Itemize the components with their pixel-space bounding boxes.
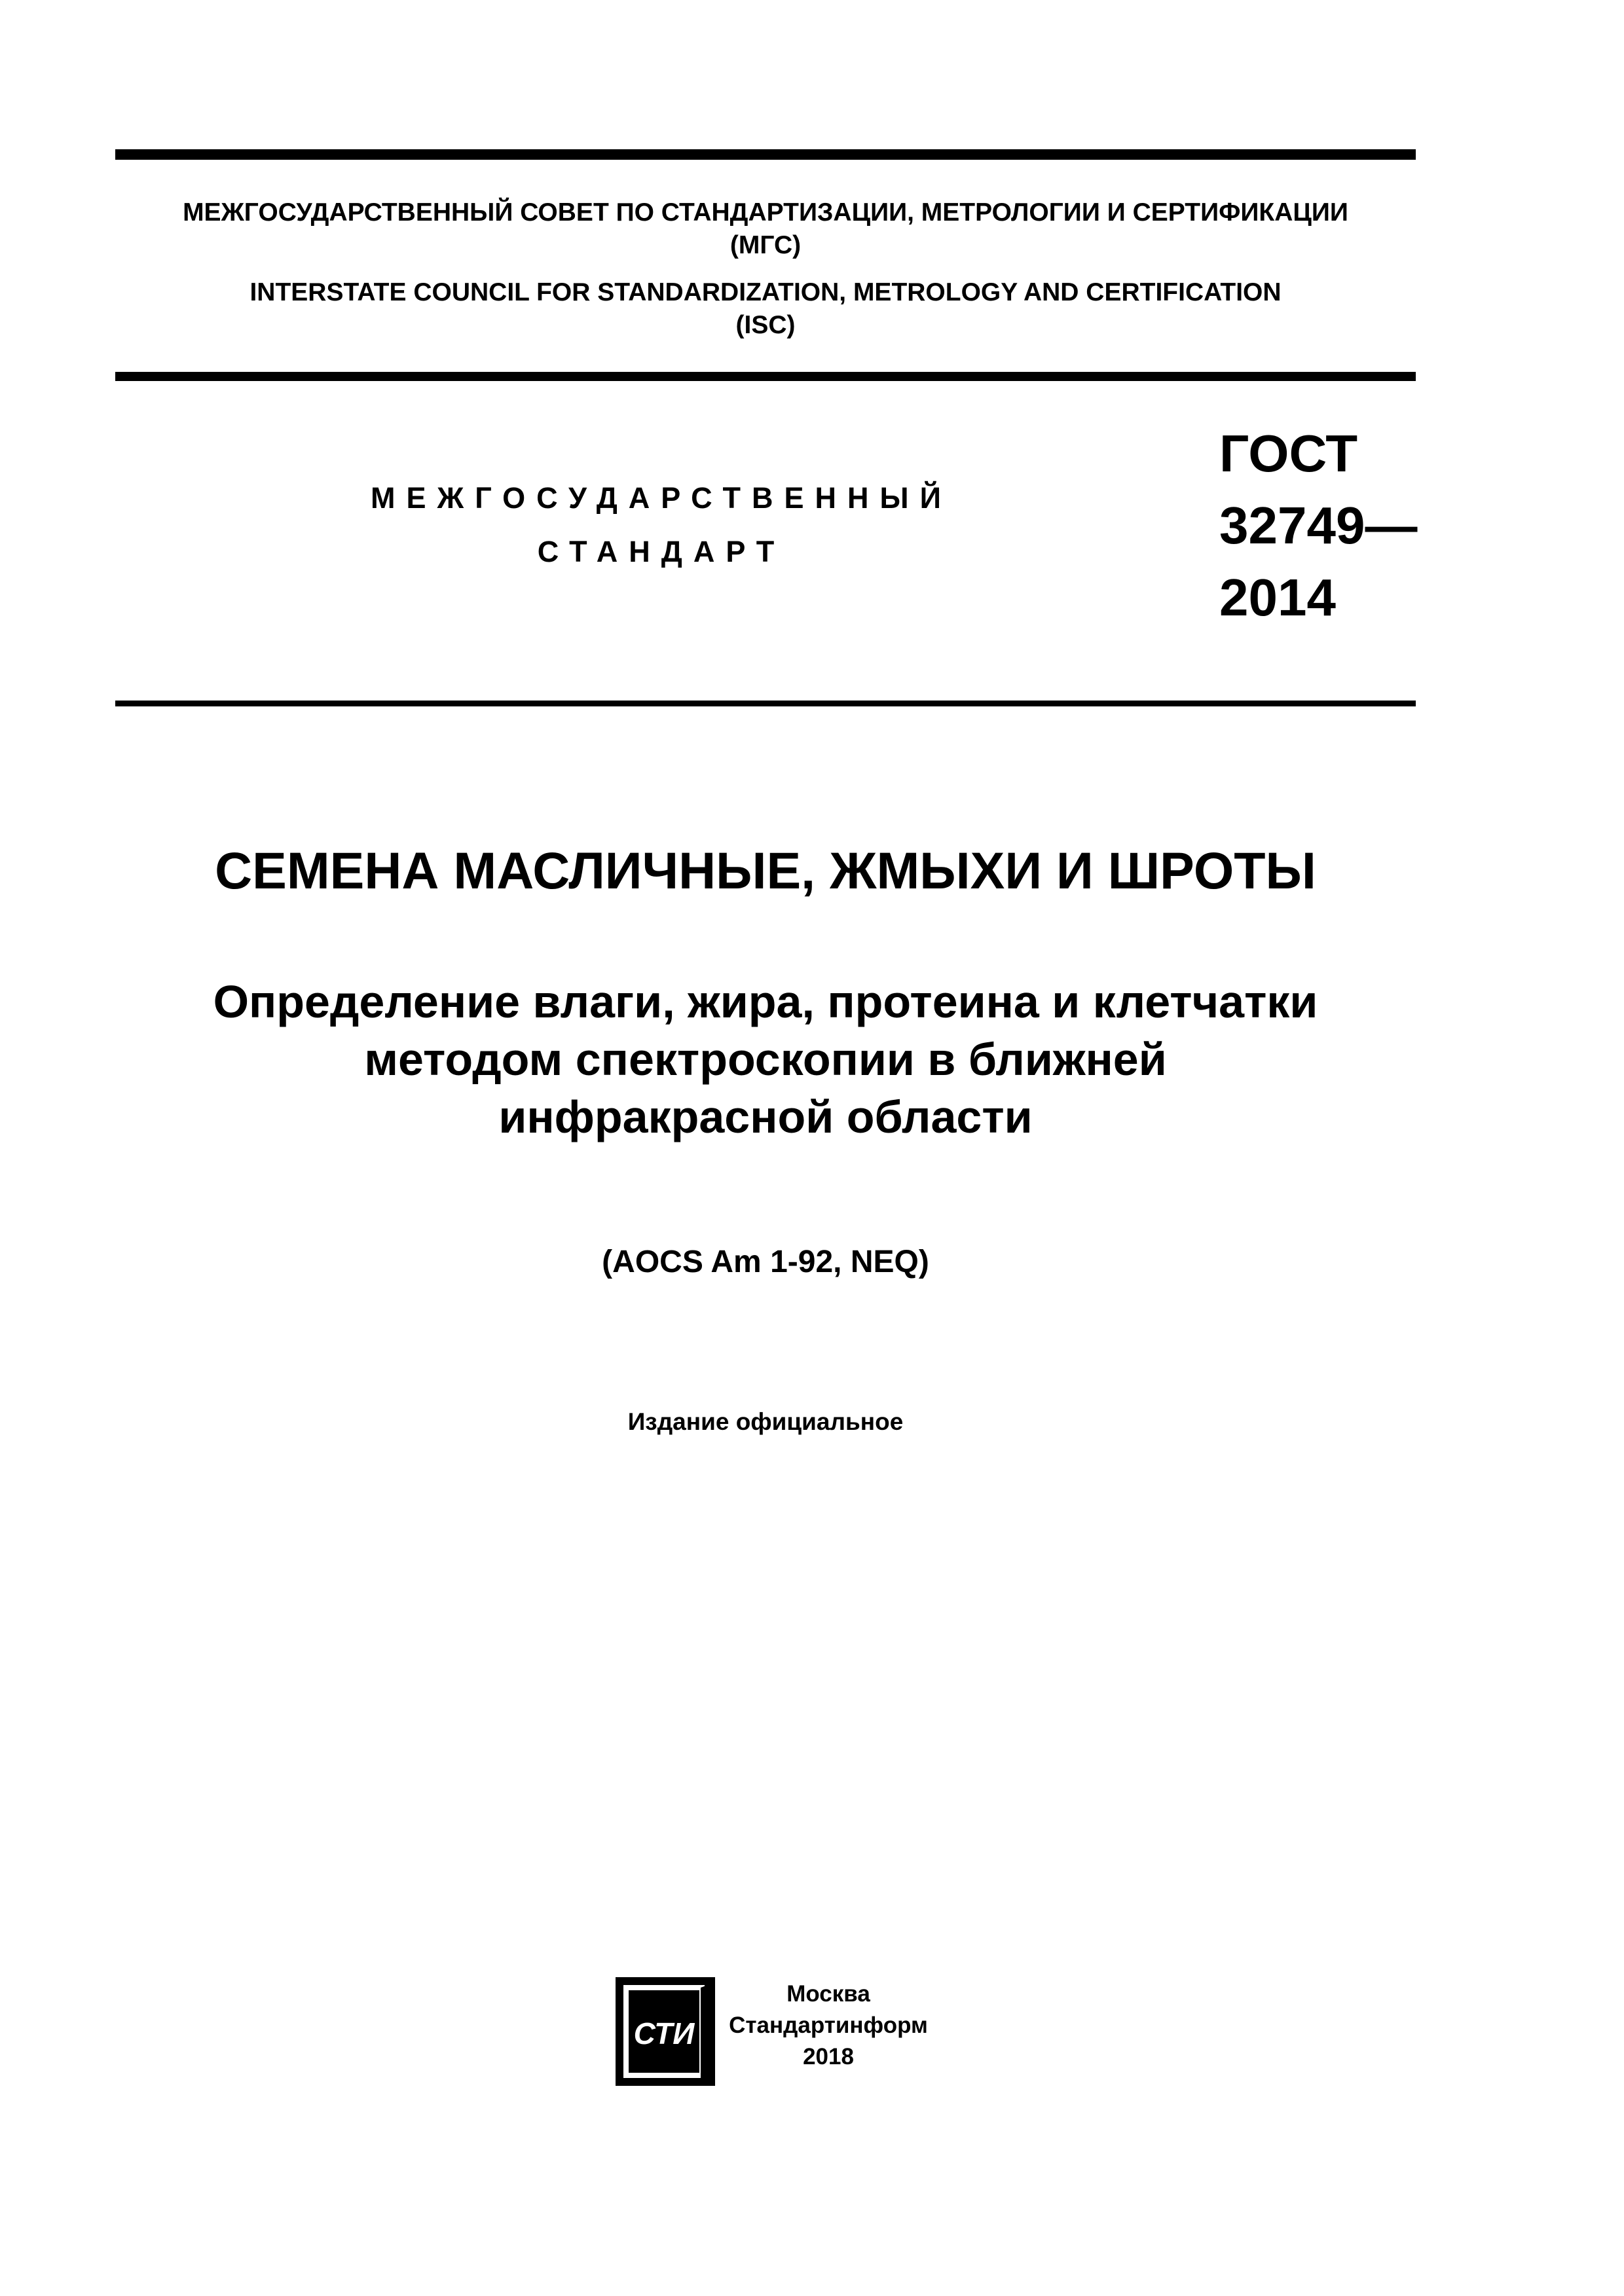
gost-year: 2014	[1219, 568, 1336, 627]
subtitle-line3: инфракрасной области	[498, 1091, 1033, 1142]
standartinform-logo-icon	[616, 1977, 715, 2086]
council-abbrev-ru: (МГС)	[729, 231, 802, 259]
document-subtitle	[115, 973, 1416, 1146]
gost-designation	[1219, 418, 1417, 634]
top-rule	[115, 149, 1416, 160]
subtitle-line2: методом спектроскопии в ближней	[364, 1034, 1167, 1085]
subtitle-line1: Определение влаги, жира, протеина и клетчатки	[213, 976, 1318, 1027]
standard-kind	[314, 471, 1008, 579]
council-name-ru	[115, 196, 1416, 262]
standard-kind-line2: СТАНДАРТ	[537, 535, 786, 568]
council-name-ru-line1: МЕЖГОСУДАРСТВЕННЫЙ СОВЕТ ПО СТАНДАРТИЗАЦИИ, МЕТРОЛОГИИ И СЕРТИФИКАЦИИ	[183, 198, 1348, 227]
logo-text: СТИ	[633, 2016, 695, 2050]
bottom-rule	[115, 701, 1416, 706]
council-abbrev-en: (ISC)	[735, 311, 796, 339]
document-title: СЕМЕНА МАСЛИЧНЫЕ, ЖМЫХИ И ШРОТЫ	[215, 841, 1316, 900]
council-name-en	[115, 276, 1416, 342]
gost-label: ГОСТ	[1219, 424, 1358, 483]
publisher-block	[727, 1978, 930, 2073]
publisher-name: Стандартинформ	[729, 2013, 928, 2038]
standard-kind-line1: МЕЖГОСУДАРСТВЕННЫЙ	[371, 481, 952, 515]
gost-number: 32749—	[1219, 496, 1418, 555]
publisher-year: 2018	[803, 2044, 854, 2069]
middle-rule	[115, 372, 1416, 381]
publisher-city: Москва	[786, 1981, 870, 2007]
edition-note: Издание официальное	[627, 1408, 904, 1435]
reference-standard: (AOCS Am 1-92, NEQ)	[602, 1245, 929, 1279]
council-name-en-line1: INTERSTATE COUNCIL FOR STANDARDIZATION, METROLOGY AND CERTIFICATION	[249, 278, 1282, 306]
